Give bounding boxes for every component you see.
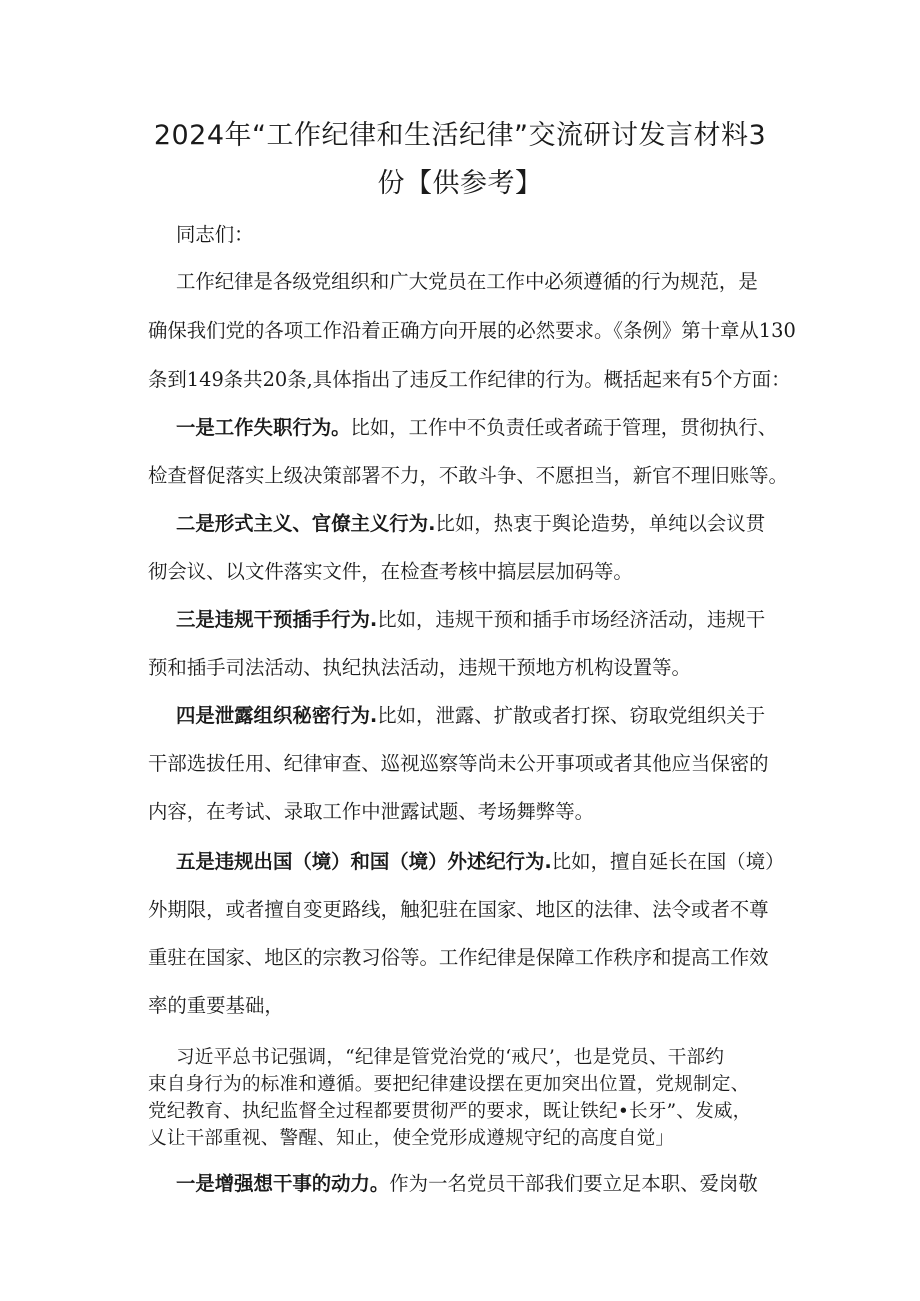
paragraph-5-line-4: 率的重要基础，	[148, 994, 284, 1017]
paragraph-3-heading: 三是违规干预插手行为.	[176, 608, 378, 631]
quote-line-3: 党纪教育、执纪监督全过程都要贯彻严的要求，既让铁纪•长牙”、发威，	[148, 1101, 752, 1122]
paragraph-5-line-2: 外期限，或者擅自变更路线，触犯驻在国家、地区的法律、法令或者不尊	[148, 898, 769, 921]
quote-line-4: 乂让干部重视、警醒、知止，使全党形成遵规守纪的高度自觉」	[148, 1128, 675, 1149]
paragraph-4-heading: 四是泄露组织秘密行为.	[176, 704, 378, 727]
paragraph-1-line-1	[176, 415, 777, 441]
paragraph-1-heading: 一是工作失职行为。	[176, 416, 351, 439]
paragraph-5-text: 比如，擅自延长在国（境）	[551, 850, 785, 873]
intro-line-1: 工作纪律是各级党组织和广大党员在工作中必须遵循的行为规范，是	[176, 270, 758, 293]
paragraph-2-line-2: 彻会议、以文件落实文件，在检查考核中搞层层加码等。	[148, 560, 633, 583]
paragraph-6-heading: 一是增强想干事的动力。	[176, 1172, 390, 1195]
paragraph-6-line-1	[176, 1171, 758, 1197]
paragraph-3-text: 比如，违规干预和插手市场经济活动，违规干	[377, 608, 766, 631]
title-line-2: 份【供参考】	[377, 168, 543, 199]
paragraph-2-heading: 二是形式主义、官僚主义行为.	[176, 512, 436, 535]
paragraph-2-line-1	[176, 511, 765, 537]
paragraph-4-line-1	[176, 703, 765, 729]
quote-line-2: 束自身行为的标准和遵循。要把纪律建设摆在更加突出位置，党规制定、	[148, 1074, 750, 1095]
paragraph-1-line-2: 检查督促落实上级决策部署不力，不敢斗争、不愿担当，新官不理旧账等。	[148, 464, 788, 487]
intro-line-2: 确保我们党的各项工作沿着正确方向开展的必然要求。《条例》第十章从130	[148, 319, 796, 342]
title-line-1: 2024年“工作纪律和生活纪律”交流研讨发言材料3	[153, 120, 767, 151]
paragraph-5-line-3: 重驻在国家、地区的宗教习俗等。工作纪律是保障工作秩序和提高工作效	[148, 946, 769, 969]
paragraph-5-line-1	[176, 849, 784, 875]
paragraph-1-text: 比如，工作中不负责任或者疏于管理，贯彻执行、	[350, 416, 778, 439]
intro-line-3: 条到149条共20条,具体指出了违反工作纪律的行为。概括起来有5个方面：	[148, 368, 791, 391]
document-title	[120, 112, 800, 208]
paragraph-3-line-1	[176, 607, 765, 633]
paragraph-6-text: 作为一名党员干部我们要立足本职、爱岗敬	[389, 1172, 758, 1195]
salutation: 同志们：	[176, 223, 254, 246]
paragraph-2-text: 比如，热衷于舆论造势，单纯以会议贯	[435, 512, 766, 535]
paragraph-5-heading: 五是违规出国（境）和国（境）外述纪行为.	[176, 850, 552, 873]
paragraph-4-text: 比如，泄露、扩散或者打探、窃取党组织关于	[377, 704, 766, 727]
paragraph-4-line-3: 内容，在考试、录取工作中泄露试题、考场舞弊等。	[148, 800, 594, 823]
quote-line-1: 习近平总书记强调，“纪律是管党治党的‘戒尺’，也是党员、干部约	[176, 1047, 725, 1068]
paragraph-4-line-2: 干部选拔任用、纪律审查、巡视巡察等尚未公开事项或者其他应当保密的	[148, 752, 769, 775]
paragraph-3-line-2: 预和插手司法活动、执纪执法活动，违规干预地方机构设置等。	[148, 656, 691, 679]
